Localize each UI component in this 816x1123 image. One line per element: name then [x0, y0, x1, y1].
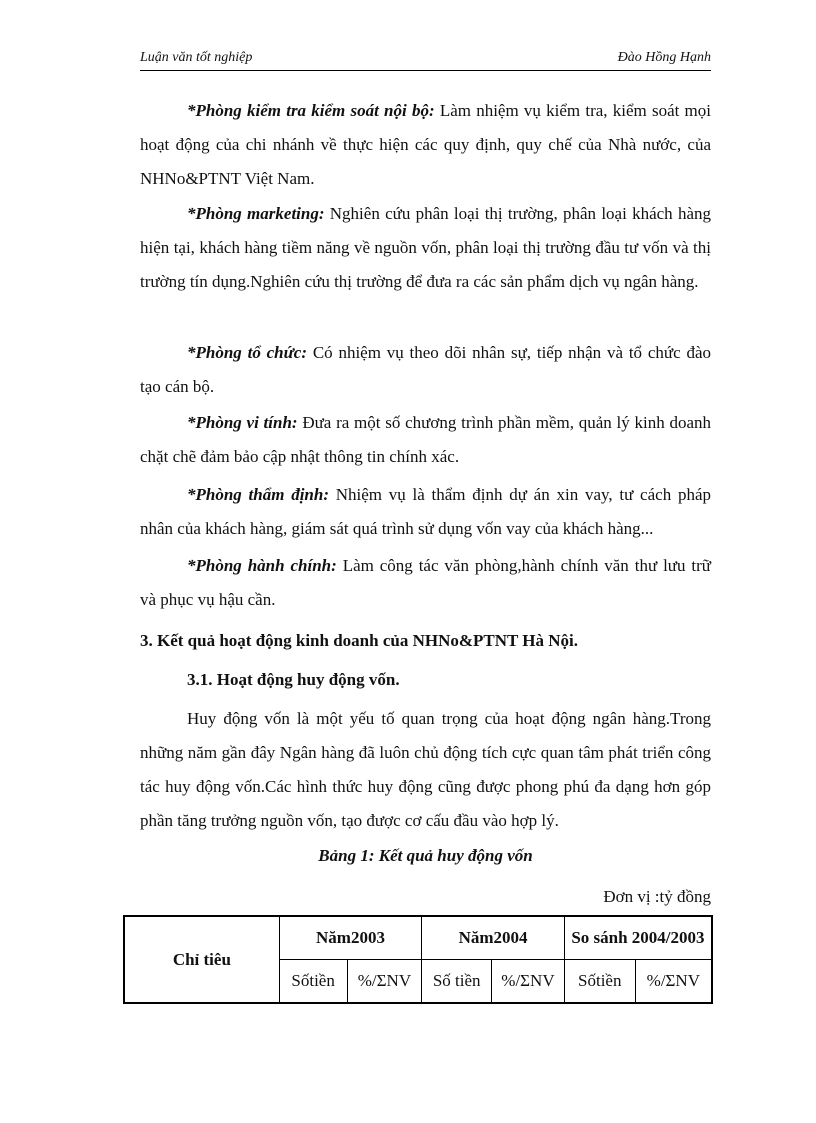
table-subcolumn: %/ΣNV	[635, 960, 712, 1004]
table-subcolumn: Số tiền	[422, 960, 492, 1004]
paragraph-lead: *Phòng hành chính:	[187, 556, 337, 575]
paragraph-text: Nghiên cứu phân loại thị trường, phân loại khách hàng hiện tại, khách hàng tiềm năng về nguồn vốn, phân loại thị trường đầu tư vốn và thị trường tín dụng.Nghiên cứu thị trường để đưa ra các sản phẩm dịch vụ ngân hàng.	[140, 204, 711, 291]
table-caption: Bảng 1: Kết quả huy động vốn	[318, 846, 533, 865]
paragraph-lead: *Phòng kiểm tra kiểm soát nội bộ:	[187, 101, 435, 120]
paragraph-text: Làm nhiệm vụ kiểm tra, kiểm soát mọi hoạt động của chi nhánh về thực hiện các quy định, quy chế của Nhà nước, của NHNo&PTNT Việt Nam.	[140, 101, 711, 188]
paragraph-administration	[140, 549, 711, 617]
table-subcolumn: %/ΣNV	[347, 960, 422, 1004]
paragraph-internal-audit	[140, 94, 711, 196]
table-row-header: Chỉ tiêu	[124, 916, 279, 1003]
paragraph-text: Đưa ra một số chương trình phần mềm, quản lý kinh doanh chặt chẽ đảm bảo cập nhật thông tin chính xác.	[140, 413, 711, 466]
body-paragraph: Huy động vốn là một yếu tố quan trọng của hoạt động ngân hàng.Trong những năm gần đây Ngân hàng đã luôn chủ động tích cực quan tâm phát triển công tác huy động vốn.Các hình thức huy động cũng được phong phú đa dạng hơn góp phần tăng trưởng nguồn vốn, tạo được cơ cấu đầu vào hợp lý.	[140, 709, 711, 830]
paragraph-text: Nhiệm vụ là thẩm định dự án xin vay, tư cách pháp nhân của khách hàng, giám sát quá trình sử dụng vốn vay của khách hàng...	[140, 485, 711, 538]
paragraph-lead: *Phòng tổ chức:	[187, 343, 308, 362]
paragraph-organization	[140, 336, 711, 404]
capital-mobilization-table	[123, 915, 713, 1004]
page-header	[140, 48, 711, 71]
paragraph-computing	[140, 406, 711, 474]
paragraph-lead: *Phòng marketing:	[187, 204, 325, 223]
paragraph-appraisal	[140, 478, 711, 546]
paragraph-lead: *Phòng vi tính:	[187, 413, 298, 432]
header-thesis-label: Luận văn tốt nghiệp	[140, 50, 253, 65]
paragraph-text: Có nhiệm vụ theo dõi nhân sự, tiếp nhận và tổ chức đào tạo cán bộ.	[140, 343, 711, 396]
table-group-2004: Năm2004	[422, 916, 565, 960]
paragraph-marketing	[140, 197, 711, 299]
table-group-2003: Năm2003	[279, 916, 422, 960]
header-author-name: Đào Hồng Hạnh	[617, 50, 711, 65]
section-heading: 3. Kết quả hoạt động kinh doanh của NHNo&PTNT Hà Nội.	[140, 631, 579, 650]
table-group-compare: So sánh 2004/2003	[564, 916, 712, 960]
subsection-heading: 3.1. Hoạt động huy động vốn.	[187, 670, 400, 689]
unit-note: Đơn vị :tỷ đồng	[603, 887, 711, 906]
table-subcolumn: Sốtiền	[564, 960, 635, 1004]
paragraph-text: Làm công tác văn phòng,hành chính văn thư lưu trữ và phục vụ hậu cần.	[140, 556, 712, 609]
paragraph-lead: *Phòng thẩm định:	[187, 485, 329, 504]
table-subcolumn: Sốtiền	[279, 960, 347, 1004]
table-subcolumn: %/ΣNV	[492, 960, 565, 1004]
